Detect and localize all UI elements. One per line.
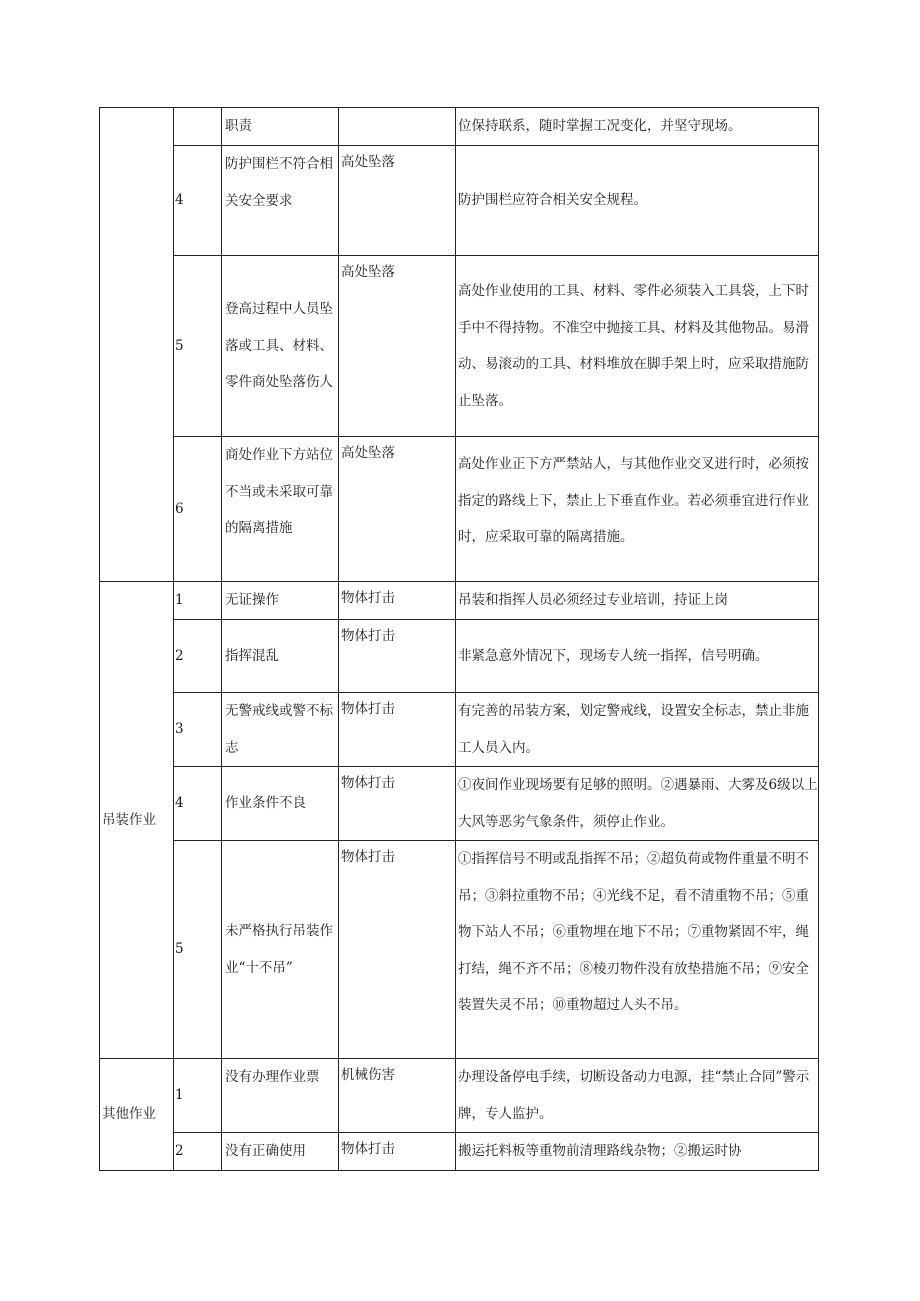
- control-measure-cell: 吊装和指挥人员必须经过专业培训，持证上岗: [456, 582, 819, 620]
- accident-type-cell: 机械伤害: [339, 1059, 456, 1133]
- item-number: 6: [174, 437, 222, 582]
- hazard-cell: 没有办理作业票: [222, 1059, 339, 1133]
- category-cell: 吊装作业: [100, 582, 174, 1059]
- hazard-cell: 商处作业下方站位不当或未采取可靠的隔离措施: [222, 437, 339, 582]
- table-row: [100, 437, 819, 582]
- table-row: [100, 108, 819, 146]
- hazard-cell: 防护围栏不符合相关安全要求: [222, 146, 339, 256]
- item-number: [174, 108, 222, 146]
- accident-type-cell: 物体打击: [339, 693, 456, 767]
- hazard-cell: 登高过程中人员坠落或工具、材料、零件商处坠落伤人: [222, 256, 339, 437]
- item-number: 5: [174, 256, 222, 437]
- accident-type-cell: [339, 108, 456, 146]
- accident-type-cell: 高处坠落: [339, 437, 456, 582]
- control-measure-cell: 有完善的吊装方案，划定警戒线，设置安全标志，禁止非施工人员入内。: [456, 693, 819, 767]
- accident-type-cell: 物体打击: [339, 1133, 456, 1171]
- table-row: [100, 146, 819, 256]
- item-number: 2: [174, 620, 222, 693]
- item-number: 3: [174, 693, 222, 767]
- control-measure-cell: 高处作业正下方严禁站人，与其他作业交叉进行时，必须按指定的路线上下，禁止上下垂直作业。若必须垂宜进行作业时，应采取可靠的隔离措施。: [456, 437, 819, 582]
- risk-control-table: [99, 107, 819, 1171]
- accident-type-cell: 高处坠落: [339, 256, 456, 437]
- hazard-cell: 无警戒线或警不标志: [222, 693, 339, 767]
- category-cell: [100, 108, 174, 582]
- item-number: 1: [174, 582, 222, 620]
- table-row: [100, 256, 819, 437]
- control-measure-cell: ①指挥信号不明或乱指挥不吊；②超负荷或物件重量不明不吊；③斜拉重物不吊；④光线不足，看不清重物不吊；⑤重物下站人不吊；⑥重物埋在地下不吊；⑦重物紧固不牢，绳打结，绳不齐不吊；⑧棱刃物件没有放垫措施不吊；⑨安全装置失灵不吊；⑩重物超过人头不吊。: [456, 841, 819, 1059]
- hazard-cell: 没有正确使用: [222, 1133, 339, 1171]
- hazard-cell: 作业条件不良: [222, 767, 339, 841]
- table-row: [100, 767, 819, 841]
- control-measure-cell: 非紧急意外情况下，现场专人统一指挥，信号明确。: [456, 620, 819, 693]
- item-number: 4: [174, 767, 222, 841]
- accident-type-cell: 物体打击: [339, 582, 456, 620]
- accident-type-cell: 物体打击: [339, 841, 456, 1059]
- accident-type-cell: 物体打击: [339, 620, 456, 693]
- item-number: 4: [174, 146, 222, 256]
- table-row: [100, 1059, 819, 1133]
- table-row: [100, 841, 819, 1059]
- hazard-cell: 无证操作: [222, 582, 339, 620]
- control-measure-cell: 防护围栏应符合相关安全规程。: [456, 146, 819, 256]
- control-measure-cell: 办理设备停电手续，切断设备动力电源，挂“禁止合同”警示牌，专人监护。: [456, 1059, 819, 1133]
- table-row: [100, 693, 819, 767]
- control-measure-cell: 搬运托料板等重物前清理路线杂物；②搬运时协: [456, 1133, 819, 1171]
- table-row: [100, 620, 819, 693]
- accident-type-cell: 物体打击: [339, 767, 456, 841]
- hazard-cell: 指挥混乱: [222, 620, 339, 693]
- item-number: 1: [174, 1059, 222, 1133]
- control-measure-cell: 位保持联系，随时掌握工况变化，并坚守现场。: [456, 108, 819, 146]
- table-row: [100, 582, 819, 620]
- control-measure-cell: 高处作业使用的工具、材料、零件必须装入工具袋，上下时手中不得持物。不准空中抛接工具、材料及其他物品。易滑动、易滚动的工具、材料堆放在脚手架上时，应采取措施防止坠落。: [456, 256, 819, 437]
- item-number: 2: [174, 1133, 222, 1171]
- item-number: 5: [174, 841, 222, 1059]
- hazard-cell: 职责: [222, 108, 339, 146]
- control-measure-cell: ①夜间作业现场要有足够的照明。②遇暴雨、大雾及6级以上大风等恶劣气象条件，须停止作业。: [456, 767, 819, 841]
- table-row: [100, 1133, 819, 1171]
- category-cell: 其他作业: [100, 1059, 174, 1171]
- hazard-cell: 未严格执行吊装作业“十不吊”: [222, 841, 339, 1059]
- accident-type-cell: 高处坠落: [339, 146, 456, 256]
